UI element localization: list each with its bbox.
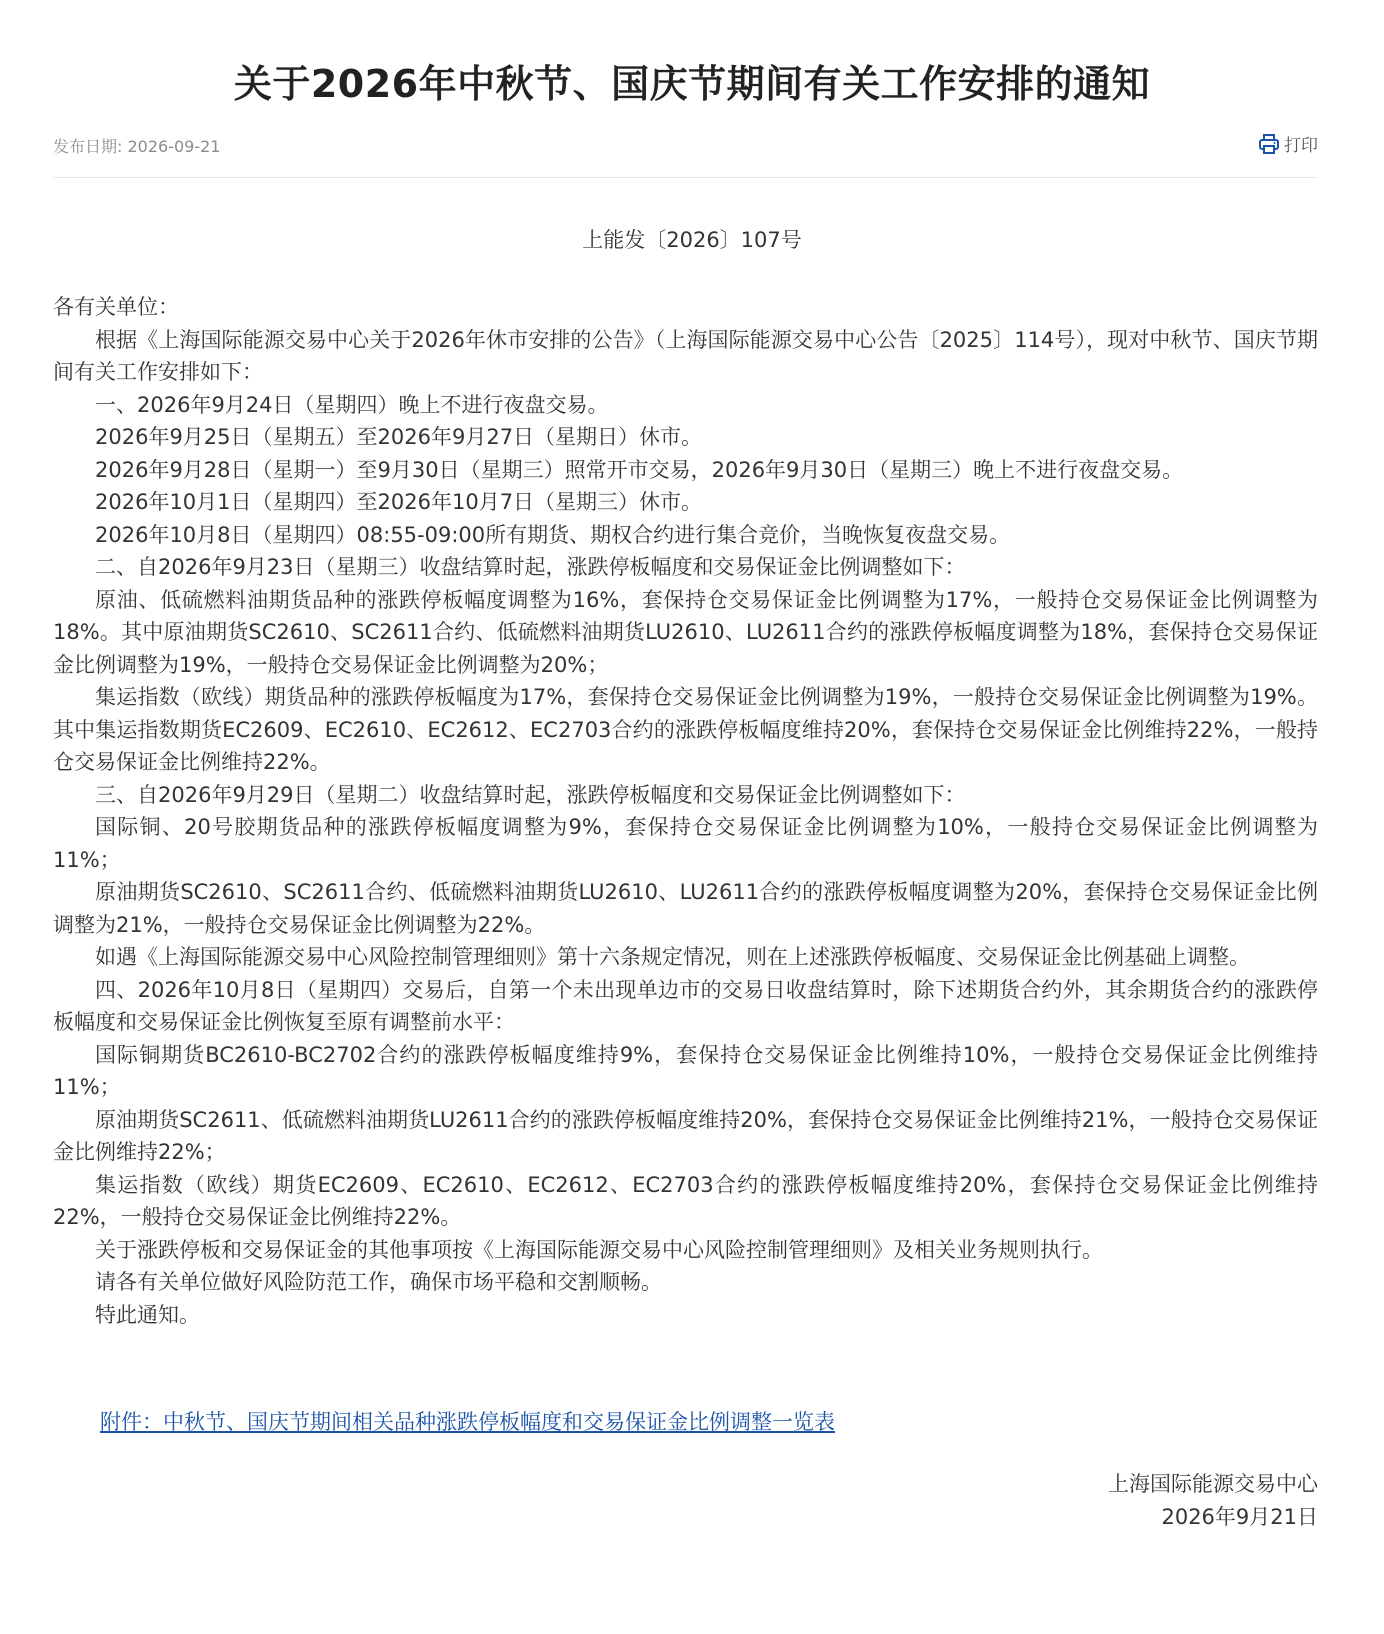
notice-body: [53, 291, 1318, 1331]
body-paragraph: 2026年9月28日（星期一）至9月30日（星期三）照常开市交易，2026年9月30日（星期三）晚上不进行夜盘交易。: [95, 457, 1184, 482]
document-number: 上能发〔2026〕107号: [582, 228, 802, 252]
body-paragraph: 原油、低硫燃料油期货品种的涨跌停板幅度调整为16%，套保持仓交易保证金比例调整为17%，一般持仓交易保证金比例调整为18%。其中原油期货SC2610、SC2611合约、低硫燃料油期货LU2610、LU2611合约的涨跌停板幅度调整为18%，套保持仓交易保证金比例调整为19%，一般持仓交易保证金比例调整为20%；: [53, 587, 1318, 677]
page-title: 关于2026年中秋节、国庆节期间有关工作安排的通知: [233, 62, 1151, 106]
body-paragraph: 三、自2026年9月29日（星期二）收盘结算时起，涨跌停板幅度和交易保证金比例调整如下：: [95, 782, 966, 807]
salutation: 各有关单位：: [53, 295, 179, 319]
body-paragraph: 根据《上海国际能源交易中心关于2026年休市安排的公告》（上海国际能源交易中心公告〔2025〕114号），现对中秋节、国庆节期间有关工作安排如下：: [53, 327, 1318, 384]
body-paragraph: 四、2026年10月8日（星期四）交易后，自第一个未出现单边市的交易日收盘结算时，除下述期货合约外，其余期货合约的涨跌停板幅度和交易保证金比例恢复至原有调整前水平：: [53, 977, 1318, 1034]
signature-organization: 上海国际能源交易中心: [1108, 1472, 1318, 1496]
body-paragraph: 集运指数（欧线）期货品种的涨跌停板幅度为17%，套保持仓交易保证金比例调整为19%，一般持仓交易保证金比例调整为19%。其中集运指数期货EC2609、EC2610、EC2612、EC2703合约的涨跌停板幅度维持20%，套保持仓交易保证金比例维持22%，一般持仓交易保证金比例维持22%。: [53, 685, 1318, 774]
body-paragraph: 请各有关单位做好风险防范工作，确保市场平稳和交割顺畅。: [95, 1270, 662, 1294]
body-paragraph: 2026年9月25日（星期五）至2026年9月27日（星期日）休市。: [95, 425, 703, 449]
body-paragraph: 特此通知。: [95, 1302, 200, 1327]
publish-date: 发布日期: 2026-09-21: [53, 137, 221, 156]
body-paragraph: 关于涨跌停板和交易保证金的其他事项按《上海国际能源交易中心风险控制管理细则》及相关业务规则执行。: [95, 1237, 1103, 1262]
signature-date: 2026年9月21日: [1161, 1504, 1318, 1529]
body-paragraph: 2026年10月8日（星期四）08:55-09:00所有期货、期权合约进行集合竞价，当晚恢复夜盘交易。: [95, 522, 1011, 547]
body-paragraph: 二、自2026年9月23日（星期三）收盘结算时起，涨跌停板幅度和交易保证金比例调整如下：: [95, 555, 966, 579]
body-paragraph: 国际铜期货BC2610-BC2702合约的涨跌停板幅度维持9%，套保持仓交易保证金比例维持10%，一般持仓交易保证金比例维持11%；: [53, 1042, 1318, 1099]
attachment-link[interactable]: 附件：中秋节、国庆节期间相关品种涨跌停板幅度和交易保证金比例调整一览表: [100, 1410, 835, 1434]
print-label: 打印: [1284, 136, 1318, 156]
printer-icon: [1258, 133, 1280, 155]
body-paragraph: 如遇《上海国际能源交易中心风险控制管理细则》第十六条规定情况，则在上述涨跌停板幅度、交易保证金比例基础上调整。: [95, 945, 1250, 969]
body-paragraph: 集运指数（欧线）期货EC2609、EC2610、EC2612、EC2703合约的涨跌停板幅度维持20%，套保持仓交易保证金比例维持22%，一般持仓交易保证金比例维持22%。: [53, 1172, 1318, 1229]
body-paragraph: 原油期货SC2611、低硫燃料油期货LU2611合约的涨跌停板幅度维持20%，套保持仓交易保证金比例维持21%，一般持仓交易保证金比例维持22%；: [53, 1107, 1318, 1164]
body-paragraph: 一、2026年9月24日（星期四）晚上不进行夜盘交易。: [95, 392, 609, 417]
body-paragraph: 原油期货SC2610、SC2611合约、低硫燃料油期货LU2610、LU2611合约的涨跌停板幅度调整为20%，套保持仓交易保证金比例调整为21%，一般持仓交易保证金比例调整为22%。: [53, 880, 1318, 937]
print-button[interactable]: [1258, 131, 1318, 156]
body-paragraph: 2026年10月1日（星期四）至2026年10月7日（星期三）休市。: [95, 490, 703, 514]
header-divider: [53, 177, 1318, 178]
body-paragraph: 国际铜、20号胶期货品种的涨跌停板幅度调整为9%，套保持仓交易保证金比例调整为10%，一般持仓交易保证金比例调整为11%；: [53, 815, 1318, 872]
signature-block: [1108, 1468, 1318, 1533]
